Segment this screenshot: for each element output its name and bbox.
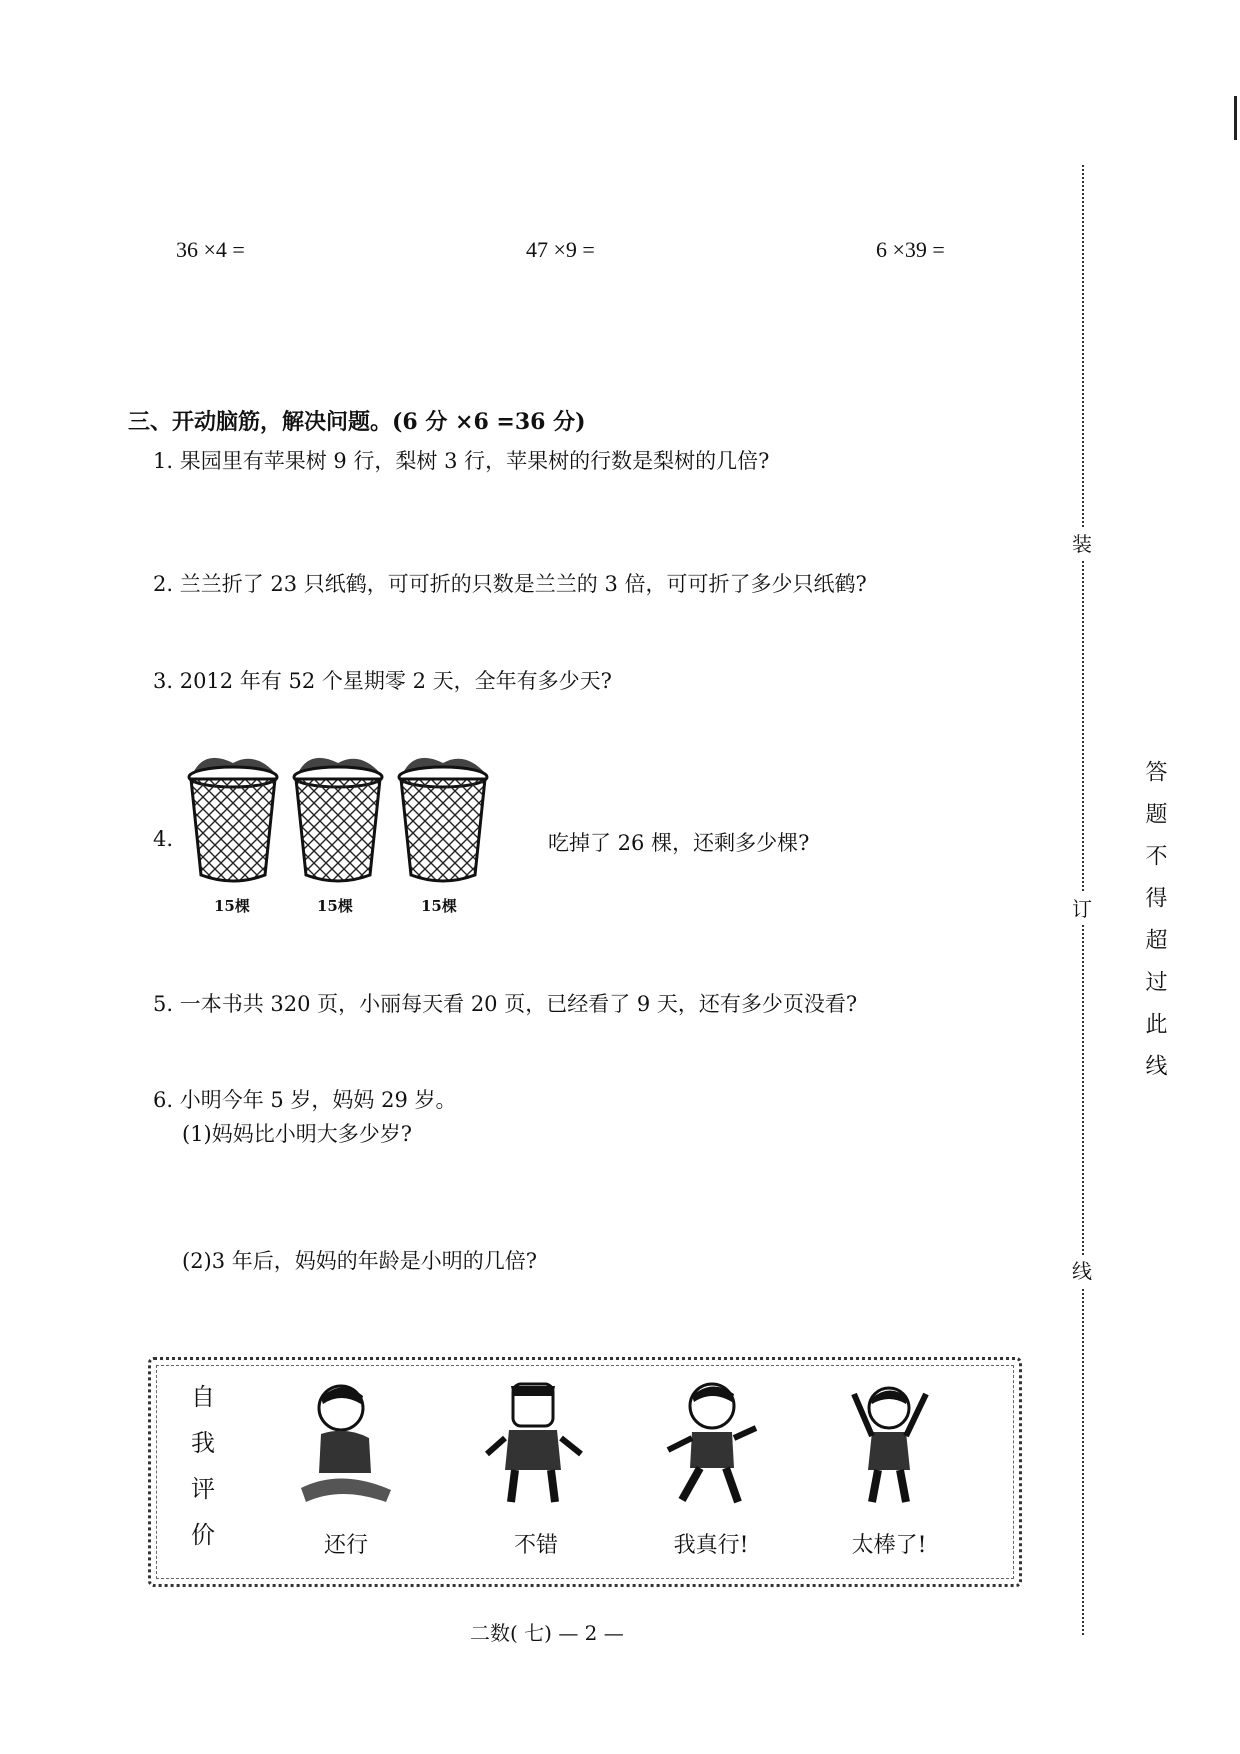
binding-note: 答题不得超过此线 xyxy=(1142,760,1167,1096)
self-evaluation-box xyxy=(148,1357,1022,1587)
basket-label-3: 15棵 xyxy=(421,897,457,915)
eval-level-3: 我真行! xyxy=(673,1533,749,1558)
eval-level-2: 不错 xyxy=(513,1533,558,1558)
section-heading: 三、开动脑筋，解决问题。(6 分 ×6 =36 分) xyxy=(128,409,586,435)
page-edge-mark xyxy=(1234,96,1237,140)
title-char-3: 评 xyxy=(191,1475,215,1503)
question-3: 3. 2012 年有 52 个星期零 2 天，全年有多少天? xyxy=(153,669,612,693)
calc-item-1: 36 ×4 = xyxy=(176,237,245,262)
question-1: 1. 果园里有苹果树 9 行，梨树 3 行，苹果树的行数是梨树的几倍? xyxy=(153,449,770,473)
question-6: 6. 小明今年 5 岁，妈妈 29 岁。 xyxy=(153,1088,457,1112)
question-4-text: 吃掉了 26 棵，还剩多少棵? xyxy=(548,831,810,855)
baskets-illustration xyxy=(185,755,505,915)
question-4-number: 4. xyxy=(153,827,174,851)
basket-2 xyxy=(294,758,382,881)
title-char-2: 我 xyxy=(191,1429,215,1457)
question-6-part-1: (1)妈妈比小明大多少岁? xyxy=(182,1122,413,1146)
boy-standing-figure xyxy=(481,1378,591,1508)
boy-sitting-figure xyxy=(291,1378,401,1508)
boy-cheering-figure xyxy=(834,1378,944,1508)
calc-item-3: 6 ×39 = xyxy=(876,237,945,262)
title-char-1: 自 xyxy=(191,1383,215,1411)
basket-1 xyxy=(189,758,277,881)
binding-mark-zhuang: 装 xyxy=(1066,528,1098,560)
self-evaluation-title xyxy=(191,1374,219,1558)
boy-walking-figure xyxy=(656,1378,766,1508)
question-2: 2. 兰兰折了 23 只纸鹤，可可折的只数是兰兰的 3 倍，可可折了多少只纸鹤? xyxy=(153,572,867,596)
binding-mark-ding: 订 xyxy=(1066,893,1098,925)
question-5: 5. 一本书共 320 页，小丽每天看 20 页，已经看了 9 天，还有多少页没看? xyxy=(153,992,858,1016)
binding-mark-xian: 线 xyxy=(1066,1255,1098,1287)
basket-label-1: 15棵 xyxy=(214,897,250,915)
page-footer: 二数( 七) — 2 — xyxy=(470,1621,624,1645)
basket-3 xyxy=(399,758,487,881)
question-6-part-2: (2)3 年后，妈妈的年龄是小明的几倍? xyxy=(182,1249,538,1273)
calc-item-2: 47 ×9 = xyxy=(526,237,595,262)
eval-level-1: 还行 xyxy=(323,1533,368,1558)
basket-label-2: 15棵 xyxy=(317,897,353,915)
eval-level-4: 太棒了! xyxy=(851,1533,927,1558)
title-char-4: 价 xyxy=(191,1521,215,1549)
